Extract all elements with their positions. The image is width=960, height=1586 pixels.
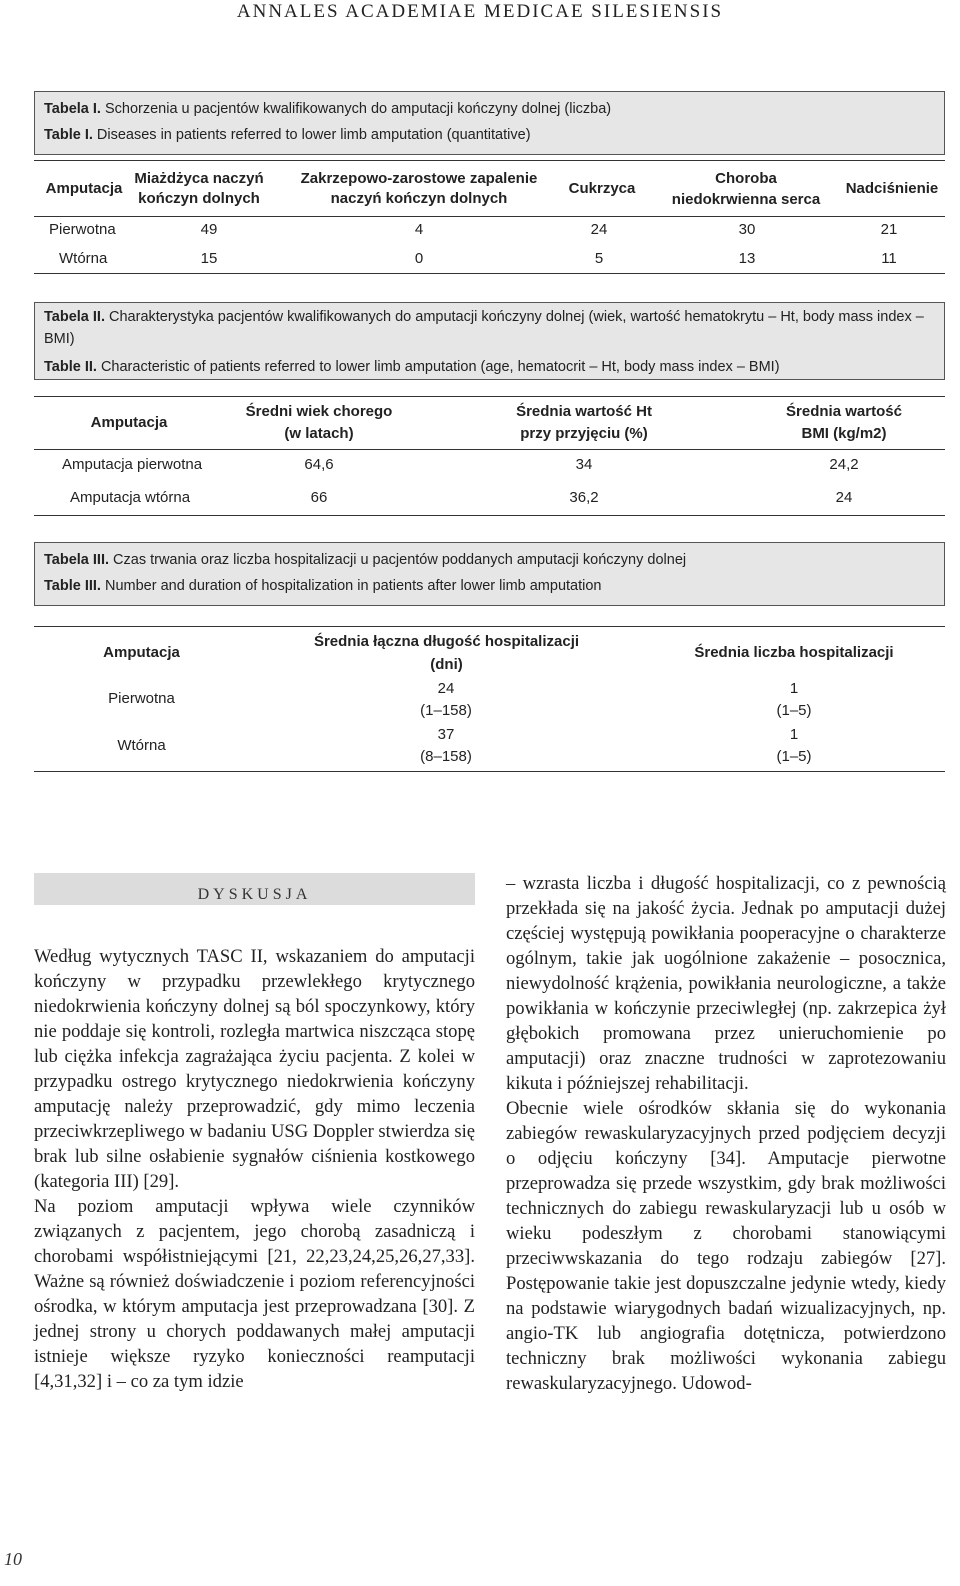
table-header: niedokrwienna serca: [671, 191, 821, 208]
caption-label: Tabela I.: [44, 101, 101, 117]
caption-text: Number and duration of hospitalization in patients after lower limb amputation: [100, 578, 602, 594]
table-cell: (8–158): [420, 748, 472, 765]
table-cell: 24,2: [829, 456, 859, 473]
table-cell: 49: [200, 221, 218, 238]
table-cell: 11: [881, 250, 897, 267]
table-header: Nadciśnienie: [845, 180, 939, 197]
table-cell: (1–5): [776, 702, 812, 719]
table-cell: Wtórna: [59, 250, 108, 267]
table-cell: 24: [835, 489, 853, 506]
table-header: Zakrzepowo-zarostowe zapalenie: [300, 170, 538, 187]
table2-caption: [34, 302, 945, 380]
table-cell: 5: [594, 250, 604, 267]
caption-label: Table II.: [44, 359, 97, 375]
table-cell: 30: [738, 221, 756, 238]
table-cell: 24: [437, 680, 455, 697]
table-cell: Amputacja wtórna: [70, 489, 191, 506]
table-cell: 1: [789, 680, 799, 697]
table1-caption: [34, 91, 945, 155]
caption-text: Charakterystyka pacjentów kwalifikowanych do amputacji kończyny dolnej (wiek, wartość hematokrytu – Ht, body mass index – BMI): [44, 309, 924, 347]
caption-label: Table I.: [44, 127, 93, 143]
table-cell: (1–158): [420, 702, 472, 719]
caption-label: Tabela II.: [44, 309, 105, 325]
table-header: Amputacja: [45, 180, 123, 197]
table-header: Średnia łączna długość hospitalizacji: [313, 633, 580, 650]
table3: [34, 626, 945, 772]
table-cell: 66: [310, 489, 328, 506]
table-header: (w latach): [284, 425, 354, 442]
table-cell: 4: [414, 221, 424, 238]
table-cell: 15: [200, 250, 218, 267]
section-heading: DYSKUSJA: [34, 873, 475, 905]
table-header: Średnia wartość Ht: [516, 403, 652, 420]
table-header: naczyń kończyn dolnych: [330, 190, 508, 207]
table-header: Miażdżyca naczyń: [134, 170, 264, 187]
table-cell: Amputacja pierwotna: [62, 456, 203, 473]
table-cell: 24: [590, 221, 608, 238]
journal-title: ANNALES ACADEMIAE MEDICAE SILESIENSIS: [236, 1, 724, 22]
table-header: Średni wiek chorego: [245, 403, 393, 420]
paragraph: – wzrasta liczba i długość hospitalizacji, co z pewnością przekłada się na jakość życia. Jednak po amputacji dużej częściej występują powikłania pooperacyjne o charakterze ogólnym, takie jak uogólnione zakażenie – posocznica, niewydolność krążenia, powikłania neurologiczne, a także powikłania w kończynie przeciwległej (np. zakrzepica żył głębokich promowana przez unieruchomienie po amputacji) oraz znaczne trudności w zaprotezowaniu kikuta i późniejszej rehabilitacji.: [506, 873, 946, 1094]
caption-text: Characteristic of patients referred to lower limb amputation (age, hematocrit – Ht, body mass index – BMI): [96, 359, 780, 375]
table-cell: 64,6: [304, 456, 334, 473]
table-cell: Pierwotna: [108, 690, 175, 707]
table-header: Choroba: [715, 170, 777, 187]
table3-caption: [34, 542, 945, 606]
caption-text: Schorzenia u pacjentów kwalifikowanych do amputacji kończyny dolnej (liczba): [100, 101, 612, 117]
table-cell: 0: [414, 250, 424, 267]
table-cell: (1–5): [776, 748, 812, 765]
paragraph: Obecnie wiele ośrodków skłania się do wykonania zabiegów rewaskularyzacyjnych przed podjęciem decyzji o odjęciu kończyny [34]. Amputacje pierwotne przeprowadza się przede wszystkim, gdy brak możliwości technicznych do zabiegu rewaskularyzacji lub u osób w wieku podeszłym z chorobami stanowiącymi przeciwwskazania do tego rodzaju zabiegów [27]. Postępowanie takie jest dopuszczalne jedynie wtedy, kiedy na podstawie wiarygodnych badań wizualizacyjnych, np. angio-TK lub angiografia dotętnicza, potwierdzono techniczny brak możliwości wykonania zabiegu rewaskularyzacyjnego. Udowod-: [506, 1098, 946, 1394]
paragraph: Na poziom amputacji wpływa wiele czynników związanych z pacjentem, jego chorobą zasadniczą i chorobami współistniejącymi [21, 22,23,24,25,26,27,33]. Ważne są również doświadczenie i poziom referencyjności ośrodka, w którym amputacja jest przeprowadzana [30]. Z jednej strony u chorych poddawanych małej amputacji istnieje większe ryzyko konieczności reamputacji [4,31,32] i – co za tym idzie: [34, 1196, 475, 1392]
table-cell: 13: [738, 250, 756, 267]
table-header: BMI (kg/m2): [801, 425, 887, 442]
table-header: Amputacja: [90, 414, 168, 431]
table-header: Amputacja: [103, 644, 180, 661]
left-column: [34, 944, 475, 1394]
right-column: [506, 871, 946, 1396]
table-header: kończyn dolnych: [138, 190, 260, 207]
table-cell: 36,2: [569, 489, 599, 506]
page-number: 10: [4, 1549, 22, 1569]
table-header: przy przyjęciu (%): [520, 425, 648, 442]
table-header: (dni): [430, 656, 463, 673]
paragraph: Według wytycznych TASC II, wskazaniem do amputacji kończyny w przypadku przewlekłego krytycznego niedokrwienia kończyny dolnej są ból spoczynkowy, który nie poddaje się kontroli, rozległa martwica niszcząca stopę lub ciężka infekcja zagrażająca życiu pacjenta. Z kolei w przypadku ostrego krytycznego niedokrwienia kończyny amputację należy przeprowadzić, gdy mimo leczenia przeciwkrzepliwego w badaniu USG Doppler stwierdza się brak lub silne osłabienie sygnałów ciśnienia kostkowego (kategoria III) [29].: [34, 946, 475, 1192]
table-header: Średnia wartość: [786, 403, 902, 420]
table-cell: Pierwotna: [49, 221, 116, 238]
table-cell: Wtórna: [117, 737, 166, 754]
table-header: Średnia liczba hospitalizacji: [694, 644, 894, 661]
table-cell: 34: [575, 456, 593, 473]
caption-text: Czas trwania oraz liczba hospitalizacji u pacjentów poddanych amputacji kończyny dolnej: [109, 552, 687, 568]
table-cell: 1: [789, 726, 799, 743]
caption-text: Diseases in patients referred to lower limb amputation (quantitative): [92, 127, 531, 143]
table2: [34, 396, 945, 516]
caption-label: Tabela III.: [44, 552, 110, 568]
table-header: Cukrzyca: [568, 180, 636, 197]
table-cell: 21: [880, 221, 898, 238]
table1: [34, 160, 945, 274]
caption-label: Table III.: [44, 578, 101, 594]
table-cell: 37: [437, 726, 455, 743]
